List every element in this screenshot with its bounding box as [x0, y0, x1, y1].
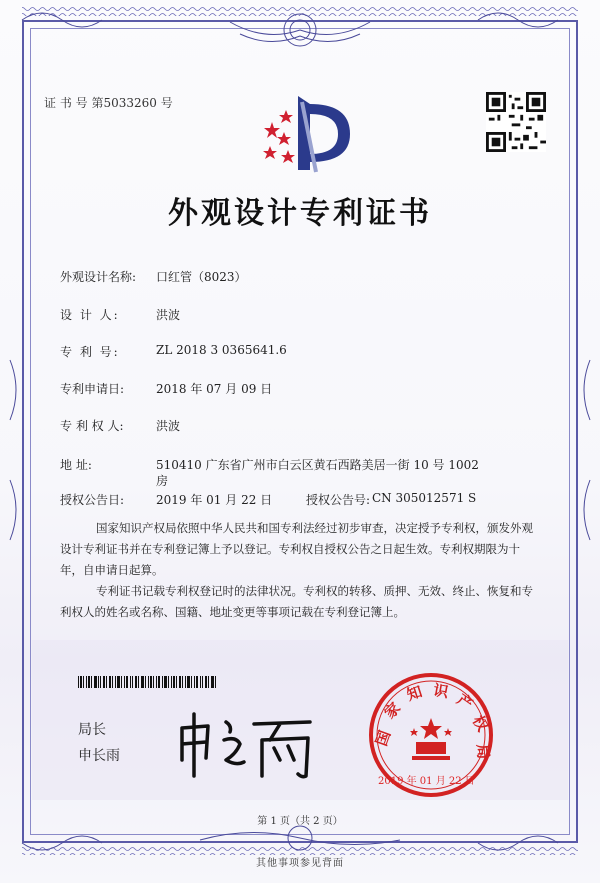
svg-text:识: 识 — [431, 680, 450, 702]
address-line2: 房 — [156, 474, 169, 488]
page-title: 外观设计专利证书 — [168, 196, 432, 231]
page-info: 第 1 页（共 2 页） — [257, 816, 343, 827]
svg-text:产: 产 — [453, 690, 477, 714]
patentee-value: 洪波 — [156, 419, 181, 433]
cnipa-logo-icon — [258, 88, 354, 178]
address-line1: 510410 广东省广州市白云区黄石西路美居一街 10 号 1002 — [156, 458, 479, 472]
paragraph2-line2: 利权人的姓名或名称、国籍、地址变更等事项记载在专利登记簿上。 — [60, 605, 405, 619]
certificate-number: 证 书 号 第5033260 号 — [44, 96, 173, 110]
barcode-icon — [78, 676, 218, 688]
filing-date-label: 专利申请日: — [60, 382, 125, 396]
svg-text:国: 国 — [372, 728, 395, 749]
qr-code-icon — [486, 92, 546, 152]
patent-no-label: 专 利 号: — [60, 345, 120, 359]
paragraph1-line3: 年，自申请日起算。 — [60, 563, 164, 577]
seal-date: 2019 年 01 月 22 日 — [378, 776, 475, 787]
svg-text:知: 知 — [404, 682, 425, 705]
paragraph1-line1: 国家知识产权局依照中华人民共和国专利法经过初步审查，决定授予专利权，颁发外观 — [96, 521, 533, 535]
grant-date-label: 授权公告日: — [60, 493, 125, 507]
footer-note: 其他事项参见背面 — [256, 858, 344, 869]
filing-date-value: 2018 年 07 月 09 日 — [156, 382, 273, 396]
svg-text:局: 局 — [473, 743, 493, 760]
paragraph2-line1: 专利证书记载专利权登记时的法律状况。专利权的转移、质押、无效、终止、恢复和专 — [96, 584, 533, 598]
design-name-value: 口红管（8023） — [156, 270, 247, 284]
design-name-label: 外观设计名称: — [60, 270, 137, 284]
designer-value: 洪波 — [156, 308, 181, 322]
grant-date-value: 2019 年 01 月 22 日 — [156, 493, 273, 507]
signature — [170, 700, 320, 780]
designer-label: 设 计 人: — [60, 308, 120, 322]
patent-no-value: ZL 2018 3 0365641.6 — [156, 343, 287, 357]
grant-no-label: 授权公告号: — [306, 493, 371, 507]
patentee-label: 专 利 权 人: — [60, 419, 124, 433]
svg-text:家: 家 — [380, 698, 405, 723]
paragraph1-line2: 设计专利证书并在专利登记簿上予以登记。专利权自授权公告之日起生效。专利权期限为十 — [60, 542, 520, 556]
address-label: 地 址: — [60, 458, 92, 472]
svg-text:权: 权 — [468, 712, 492, 735]
director-name: 申长雨 — [78, 748, 120, 764]
director-title: 局长 — [78, 722, 106, 738]
grant-no-value: CN 305012571 S — [372, 491, 477, 505]
